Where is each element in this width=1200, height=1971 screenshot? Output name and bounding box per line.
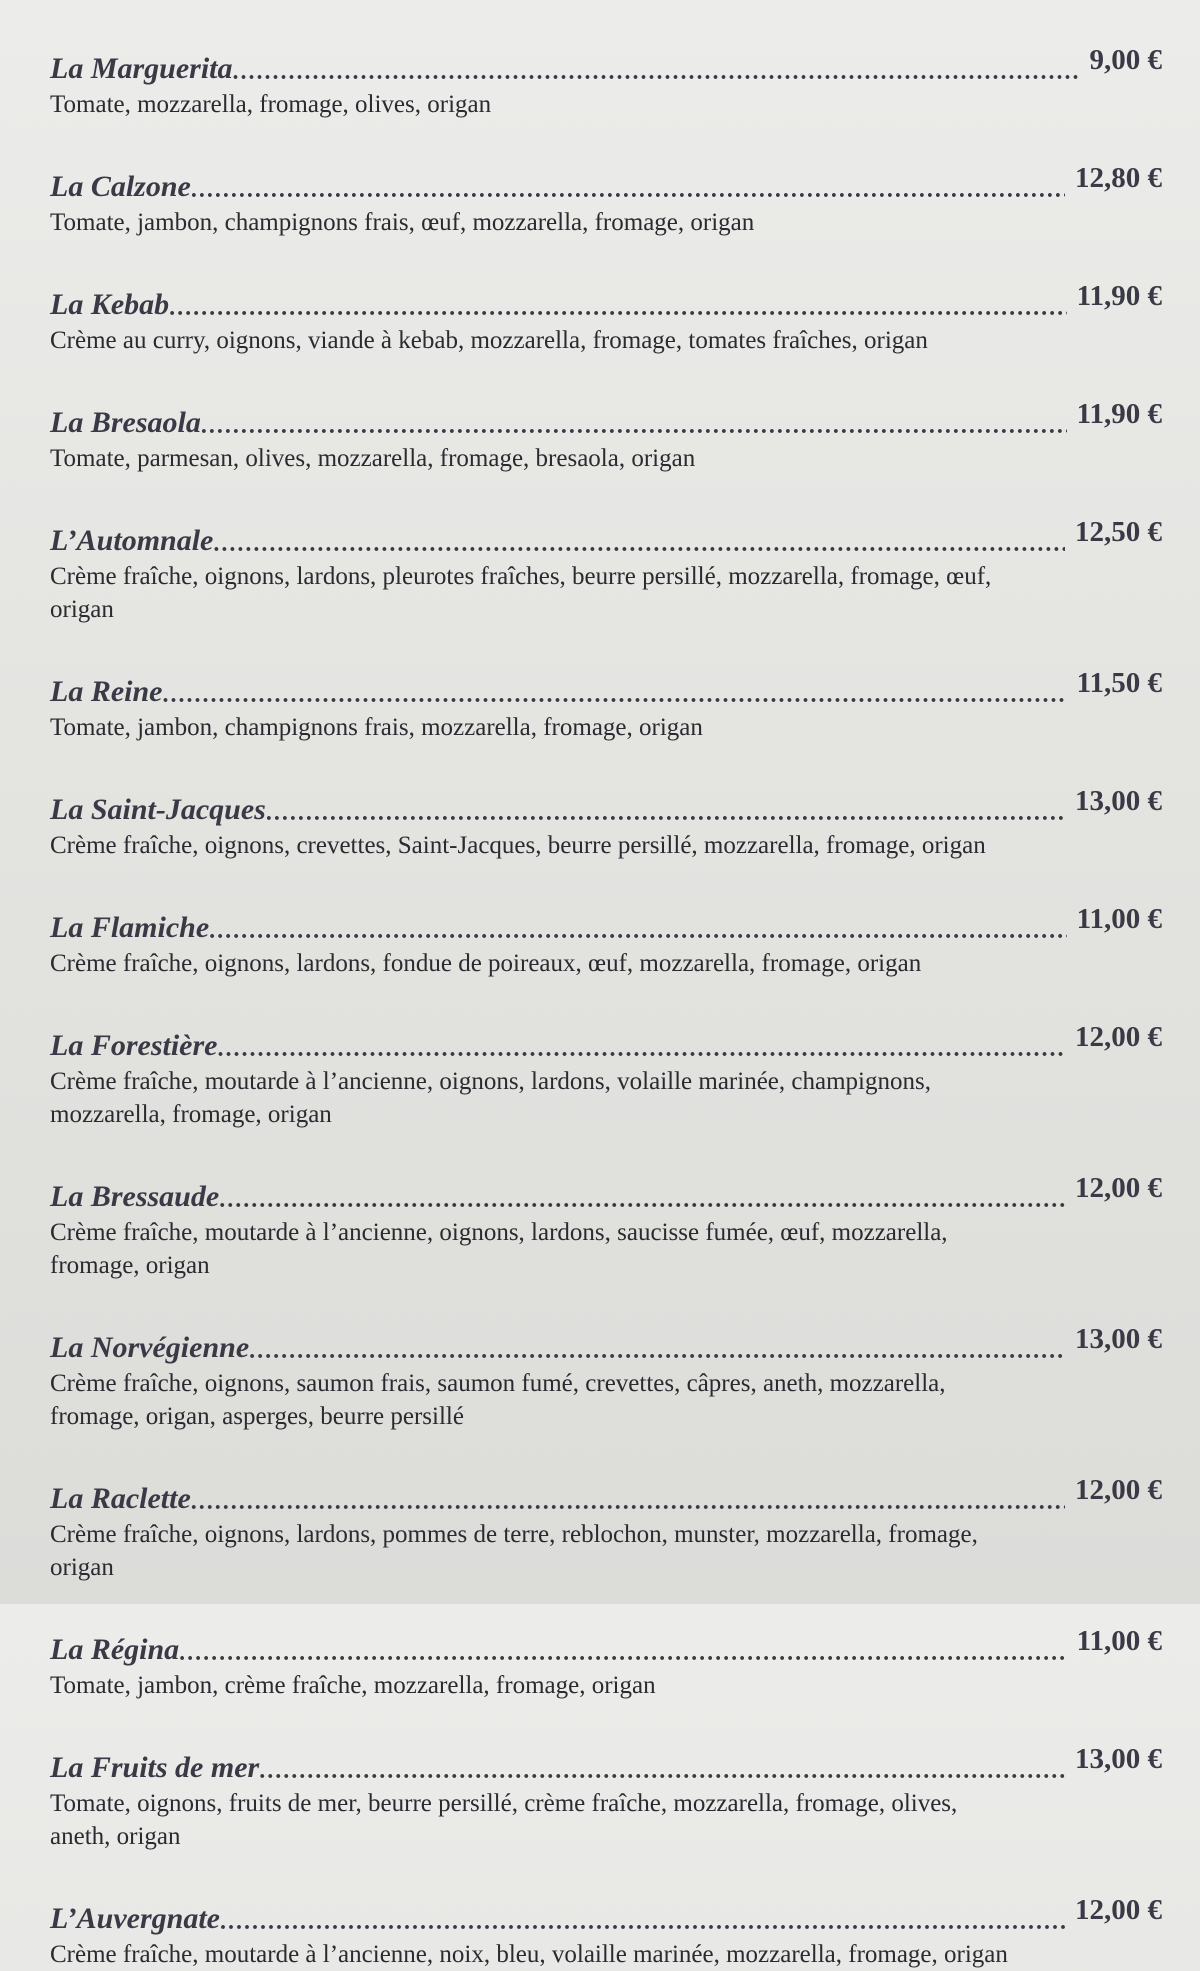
dot-leader [217,1021,1065,1061]
dot-leader [169,280,1066,320]
menu-item-flamiche [50,903,1162,1021]
item-description: Crème au curry, oignons, viande à kebab, mozzarella, fromage, tomates fraîches, origan [50,327,928,354]
menu-item-fruits-de-mer [50,1743,1162,1894]
menu-item-bresaola [50,398,1162,516]
dot-leader [266,785,1065,825]
item-price: 12,00 € [1075,1021,1162,1053]
dot-leader [179,1625,1066,1665]
item-price: 12,00 € [1075,1172,1162,1204]
menu-item-header [50,1021,1162,1065]
menu-item-header [50,903,1162,947]
menu-item-kebab [50,280,1162,398]
item-price: 11,90 € [1076,398,1162,430]
item-description: Crème fraîche, moutarde à l’ancienne, noix, bleu, volaille marinée, mozzarella, fromage, origan [50,1941,1008,1968]
menu-item-header [50,398,1162,442]
menu-item-header [50,1474,1162,1518]
dot-leader [233,44,1080,84]
item-price: 11,00 € [1076,903,1162,935]
menu-item-calzone [50,162,1162,280]
item-name: La Forestière [50,1029,218,1062]
item-name: La Kebab [50,288,170,321]
dot-leader [213,516,1065,556]
item-name: La Calzone [50,170,191,203]
item-price: 12,00 € [1075,1894,1162,1926]
menu-item-automnale [50,516,1162,667]
item-name: La Bressaude [50,1180,220,1213]
item-description: Crème fraîche, oignons, lardons, fondue de poireaux, œuf, mozzarella, fromage, origan [50,950,922,977]
menu-item-reine [50,667,1162,785]
item-name: La Marguerita [50,52,233,85]
menu-item-auvergnate [50,1894,1162,1971]
item-name: La Raclette [50,1482,191,1515]
menu-item-marguerita [50,44,1162,162]
item-name: La Saint-Jacques [50,793,266,826]
menu-item-bressaude [50,1172,1162,1323]
item-description: Tomate, jambon, champignons frais, mozzarella, fromage, origan [50,714,703,741]
pizza-list [50,44,1162,1971]
menu-item-saint-jacques [50,785,1162,903]
menu-item-header [50,667,1162,711]
menu-item-norvegienne [50,1323,1162,1474]
item-price: 11,90 € [1076,280,1162,312]
item-description: Tomate, mozzarella, fromage, olives, origan [50,91,492,118]
dot-leader [201,398,1067,438]
dot-leader [259,1743,1065,1783]
menu-item-header [50,785,1162,829]
item-description: Tomate, jambon, crème fraîche, mozzarella, fromage, origan [50,1672,656,1699]
item-description: Crème fraîche, moutarde à l’ancienne, oignons, lardons, volaille marinée, champignons, mozzarella, fromage, origan [50,1068,931,1128]
item-name: La Fruits de mer [50,1751,260,1784]
item-description: Crème fraîche, oignons, lardons, pleurotes fraîches, beurre persillé, mozzarella, fromage, œuf, origan [50,563,992,623]
item-price: 9,00 € [1089,44,1162,76]
dot-leader [191,162,1065,202]
menu-item-header [50,1323,1162,1367]
item-name: L’Automnale [50,524,214,557]
menu-item-header [50,1625,1162,1669]
item-description: Tomate, parmesan, olives, mozzarella, fromage, bresaola, origan [50,445,696,472]
item-price: 13,00 € [1075,785,1162,817]
menu-item-header [50,1894,1162,1938]
item-price: 11,00 € [1076,1625,1162,1657]
menu-item-header [50,162,1162,206]
item-name: La Bresaola [50,406,201,439]
dot-leader [209,903,1066,943]
menu-item-header [50,516,1162,560]
item-price: 11,50 € [1076,667,1162,699]
item-price: 13,00 € [1075,1323,1162,1355]
dot-leader [249,1323,1065,1363]
menu-item-forestiere [50,1021,1162,1172]
item-price: 12,50 € [1075,516,1162,548]
item-description: Tomate, oignons, fruits de mer, beurre persillé, crème fraîche, mozzarella, fromage, olives, aneth, origan [50,1790,958,1850]
item-description: Crème fraîche, oignons, saumon frais, saumon fumé, crevettes, câpres, aneth, mozzarella, fromage, origan, asperges, beurre persillé [50,1370,946,1430]
dot-leader [191,1474,1065,1514]
item-description: Tomate, jambon, champignons frais, œuf, mozzarella, fromage, origan [50,209,755,236]
item-price: 12,80 € [1075,162,1162,194]
dot-leader [163,667,1067,707]
menu-item-raclette [50,1474,1162,1625]
menu-item-header [50,44,1162,88]
menu-item-header [50,1172,1162,1216]
item-description: Crème fraîche, moutarde à l’ancienne, oignons, lardons, saucisse fumée, œuf, mozzarella, fromage, origan [50,1219,948,1279]
item-name: La Reine [50,675,163,708]
item-price: 13,00 € [1075,1743,1162,1775]
menu-item-header [50,1743,1162,1787]
item-name: L’Auvergnate [50,1902,220,1935]
item-name: La Flamiche [50,911,210,944]
item-description: Crème fraîche, oignons, crevettes, Saint-Jacques, beurre persillé, mozzarella, fromage, origan [50,832,986,859]
menu-item-header [50,280,1162,324]
menu-item-regina [50,1625,1162,1743]
item-name: La Norvégienne [50,1331,250,1364]
dot-leader [219,1172,1065,1212]
item-description: Crème fraîche, oignons, lardons, pommes de terre, reblochon, munster, mozzarella, fromage, origan [50,1521,978,1581]
dot-leader [220,1894,1065,1934]
item-name: La Régina [50,1633,180,1666]
item-price: 12,00 € [1075,1474,1162,1506]
